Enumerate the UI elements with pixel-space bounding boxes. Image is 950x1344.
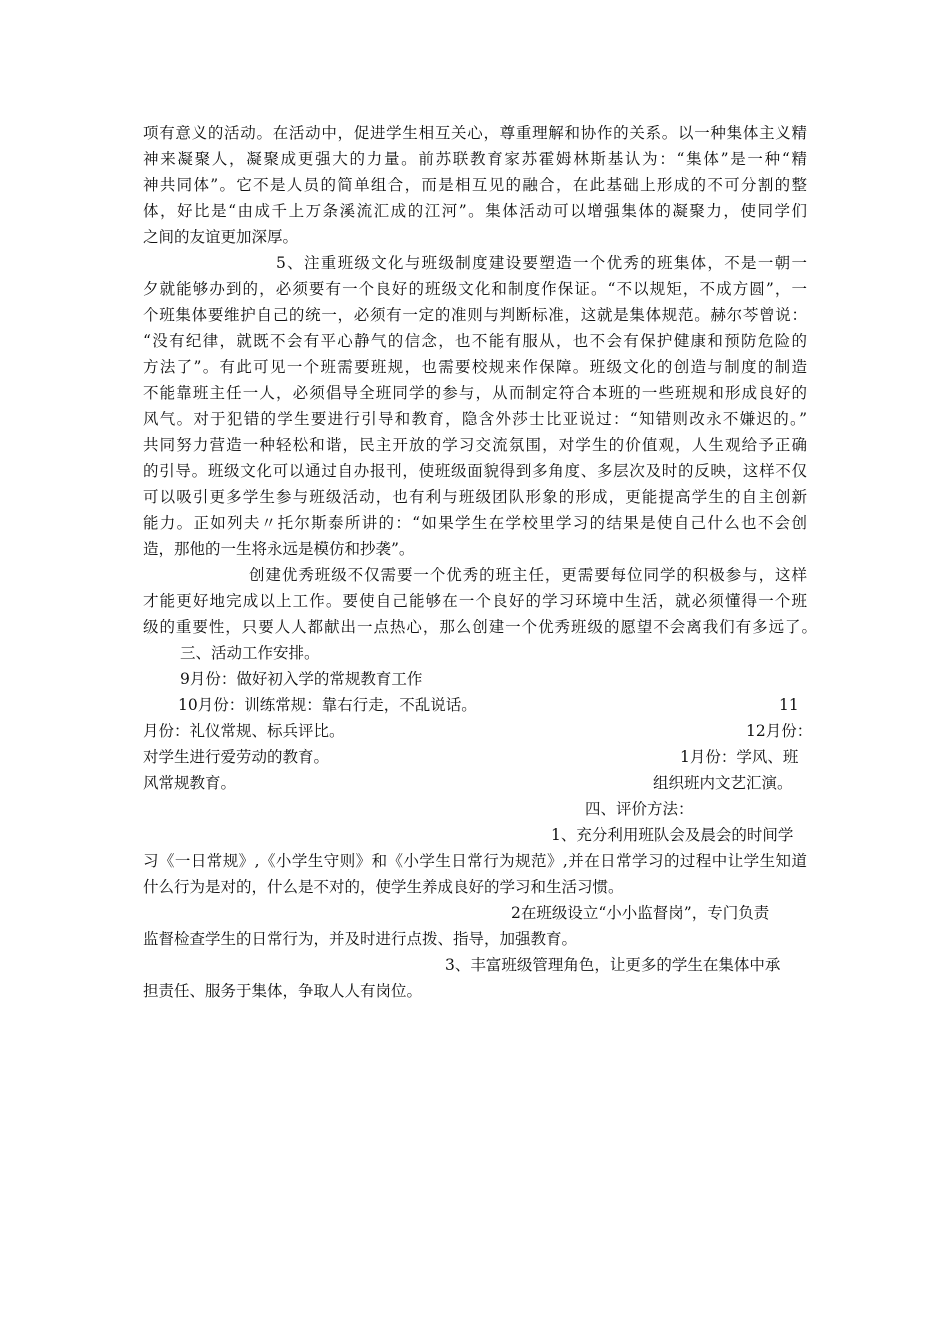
paragraph-line: 项有意义的活动。在活动中，促进学生相互关心，尊重理解和协作的关系。以一种集体主义精	[143, 124, 807, 142]
paragraph-line: 5、注重班级文化与班级制度建设要塑造一个优秀的班集体，不是一朝一	[276, 254, 807, 272]
schedule-item-oct: 10月份：训练常规：靠右行走，不乱说话。	[178, 696, 477, 714]
paragraph-line: 不能靠班主任一人，必须倡导全班同学的参与，从而制定符合本班的一些班规和形成良好的	[143, 384, 807, 402]
paragraph-line: 神来凝聚人，凝聚成更强大的力量。前苏联教育家苏霍姆林斯基认为：“集体”是一种“精	[143, 150, 807, 168]
paragraph-line: 创建优秀班级不仅需要一个优秀的班主任，更需要每位同学的积极参与，这样	[249, 566, 807, 584]
paragraph-line: 造，那他的一生将永远是模仿和抄袭”。	[143, 540, 415, 558]
schedule-item-jan-head: 1月份：学风、班	[680, 748, 799, 766]
paragraph-line: “没有纪律，就既不会有平心静气的信念，也不能有服从，也不会有保护健康和预防危险的	[143, 332, 807, 350]
eval-item-2: 2在班级设立“小小监督岗”，专门负责	[511, 904, 770, 922]
eval-item-2-line: 监督检查学生的日常行为，并及时进行点拨、指导，加强教育。	[143, 930, 578, 948]
paragraph-line: 体，好比是“由成千上万条溪流汇成的江河”。集体活动可以增强集体的凝聚力，使同学们	[143, 202, 807, 220]
paragraph-line: 共同努力营造一种轻松和谐，民主开放的学习交流氛围，对学生的价值观，人生观给予正确	[143, 436, 807, 454]
eval-item-3: 3、丰富班级管理角色，让更多的学生在集体中承	[445, 956, 781, 974]
eval-item-1: 1、充分利用班队会及晨会的时间学	[551, 826, 794, 844]
paragraph-line: 风气。对于犯错的学生要进行引导和教育，隐含外莎士比亚说过：“知错则改永不嫌迟的。”	[143, 410, 807, 428]
schedule-item-feb: 组织班内文艺汇演。	[653, 774, 793, 792]
paragraph-line: 神共同体”。它不是人员的简单组合，而是相互见的融合，在此基础上形成的不可分割的整	[143, 176, 807, 194]
schedule-item-jan: 风常规教育。	[143, 774, 237, 792]
paragraph-line: 个班集体要维护自己的统一，必须有一定的准则与判断标准，这就是集体规范。赫尔芩曾说：	[143, 306, 807, 324]
schedule-item-sep: 9月份：做好初入学的常规教育工作	[180, 670, 423, 688]
paragraph-line: 级的重要性，只要人人都献出一点热心，那么创建一个优秀班级的愿望不会离我们有多远了。	[143, 618, 817, 636]
schedule-item-dec: 对学生进行爱劳动的教育。	[143, 748, 330, 766]
paragraph-line: 夕就能够办到的，必须要有一个良好的班级文化和制度作保证。“不以规矩，不成方圆”，一	[143, 280, 807, 298]
schedule-item-nov: 月份：礼仪常规、标兵评比。	[143, 722, 345, 740]
schedule-item-dec-head: 12月份：	[746, 722, 813, 740]
paragraph-line: 可以吸引更多学生参与班级活动，也有利与班级团队形象的形成，更能提高学生的自主创新	[143, 488, 807, 506]
paragraph-line: 之间的友谊更加深厚。	[143, 228, 299, 246]
paragraph-line: 才能更好地完成以上工作。要使自己能够在一个良好的学习环境中生活，就必须懂得一个班	[143, 592, 807, 610]
eval-item-1-line: 习《一日常规》,《小学生守则》和《小学生日常行为规范》,并在日常学习的过程中让学生知道	[143, 852, 807, 870]
paragraph-line: 方法了”。有此可见一个班需要班规，也需要校规来作保障。班级文化的创造与制度的制造	[143, 358, 807, 376]
paragraph-line: 的引导。班级文化可以通过自办报刊，使班级面貌得到多角度、多层次及时的反映，这样不仅	[143, 462, 807, 480]
paragraph-line: 能力。正如列夫〃托尔斯泰所讲的：“如果学生在学校里学习的结果是使自己什么也不会创	[143, 514, 807, 532]
section-heading: 三、活动工作安排。	[180, 644, 320, 662]
eval-item-1-line: 什么行为是对的，什么是不对的，使学生养成良好的学习和生活习惯。	[143, 878, 624, 896]
eval-item-3-line: 担责任、服务于集体，争取人人有岗位。	[143, 982, 423, 1000]
section-heading: 四、评价方法：	[585, 800, 694, 818]
schedule-item-nov-number: 11	[779, 696, 799, 714]
